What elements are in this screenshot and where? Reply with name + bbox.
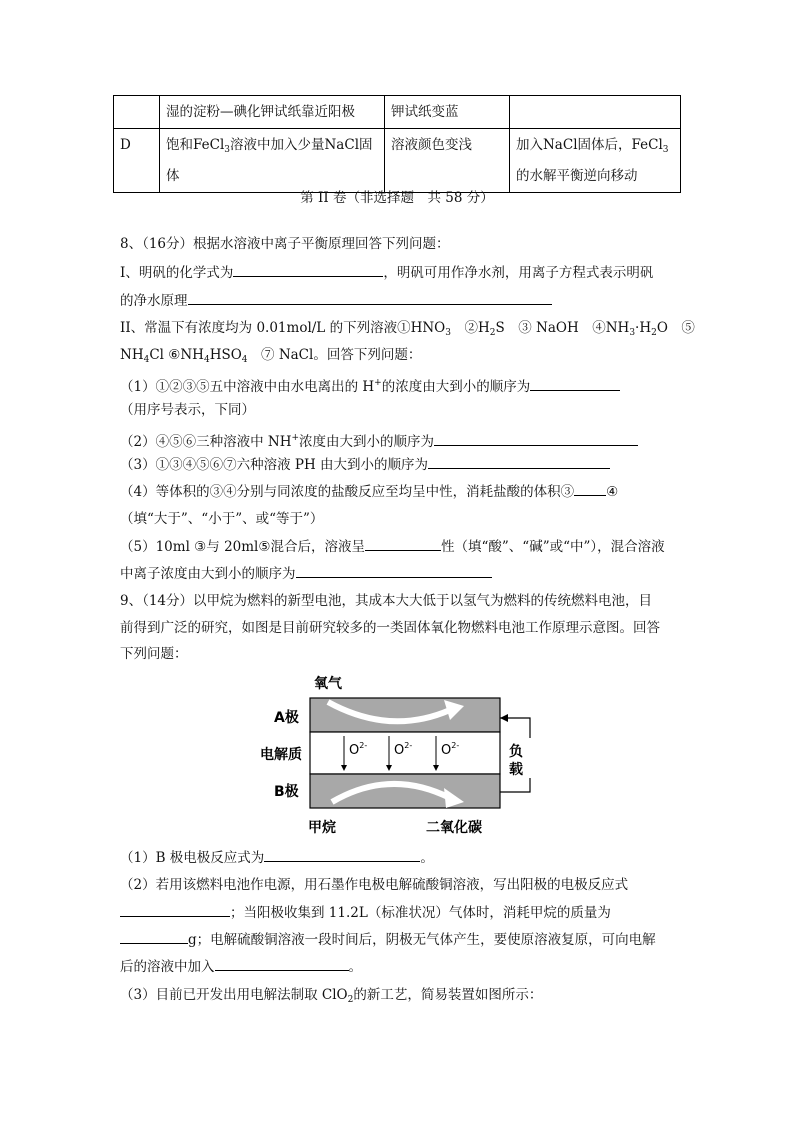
table-row — [114, 96, 681, 129]
answer-blank[interactable] — [365, 536, 441, 551]
q9-stem-1: 9、（14分）以甲烷为燃料的新型电池，其成本大大低于以氢气为燃料的传统燃料电池，目 — [120, 593, 653, 609]
q8-sub1-note: （用序号表示，下同） — [120, 402, 255, 418]
b-pole-electrode — [310, 774, 500, 808]
q8-sub1: （1）①②③⑤五中溶液中由水电离出的 H+的浓度由大到小的顺序为 — [120, 372, 620, 398]
q8-sub3: （3）①③④⑤⑥⑦六种溶液 PH 由大到小的顺序为 — [120, 454, 610, 476]
oxygen-label: 氧气 — [314, 676, 342, 692]
q8-part-ii-cont: $NH_4Cl$ $⑥NH_4HSO_4$ ⑦ NaCl。回答下列问题： — [120, 347, 422, 365]
fuel-cell-diagram — [250, 670, 540, 840]
q8-part-ii: II、常温下有浓度均为 0.01mol/L 的下列溶液$①HNO_3$ $②H_2S$ ③ NaOH $④NH_3\cdot H_2O$ ⑤ — [120, 320, 695, 338]
q9-sub2-cont2: g；电解硫酸铜溶液一段时间后，阴极无气体产生，要使原溶液复原，可向电解 — [120, 929, 656, 951]
electrolyte-layer — [310, 732, 500, 774]
table-cell: D — [114, 129, 160, 193]
answer-blank[interactable] — [215, 956, 349, 971]
q9-sub1: （1）B 极电极反应式为 。 — [120, 847, 434, 869]
electrolyte-label: 电解质 — [260, 747, 302, 763]
table-cell — [114, 96, 160, 129]
answer-blank[interactable] — [530, 376, 620, 391]
answer-blank[interactable] — [120, 929, 188, 944]
answer-blank[interactable] — [188, 290, 552, 305]
answer-blank[interactable] — [296, 563, 492, 578]
q9-sub3: （3）目前已开发出用电解法制取 ClO$_2$的新工艺，简易装置如图所示： — [120, 987, 543, 1005]
answer-blank[interactable] — [428, 454, 610, 469]
a-pole-electrode — [310, 698, 500, 732]
q8-part-i-cont: 的净水原理 — [120, 290, 552, 312]
answer-blank[interactable] — [120, 902, 230, 917]
experiment-table — [113, 95, 681, 193]
answer-blank[interactable] — [233, 262, 383, 277]
q8-stem: 8、（16分）根据水溶液中离子平衡原理回答下列问题： — [120, 236, 450, 252]
ion-label: $O^{2-}$ — [394, 741, 413, 758]
a-pole-label: A极 — [274, 710, 299, 726]
answer-blank[interactable] — [574, 481, 606, 496]
q8-sub2: （2）④⑤⑥三种溶液中 NH+浓度由大到小的顺序为 — [120, 427, 638, 453]
methane-label: 甲烷 — [308, 820, 336, 836]
table-cell: 湿的淀粉—碘化钾试纸靠近阳极 — [160, 96, 385, 129]
q9-sub2-cont3: 后的溶液中加入 。 — [120, 956, 362, 978]
table-cell: 加入NaCl固体后，FeCl$_3$ 的水解平衡逆向移动 — [510, 129, 681, 193]
q9-sub2-cont: ；当阳极收集到 11.2L（标准状况）气体时，消耗甲烷的质量为 — [120, 902, 611, 924]
q8-part-i: I、明矾的化学式为 ，明矾可用作净水剂，用离子方程式表示明矾 — [120, 262, 653, 284]
table-row — [114, 129, 681, 193]
co2-label: 二氧化碳 — [426, 820, 482, 836]
q8-sub5: （5）10ml ③与 20ml⑤混合后，溶液呈 性（填“酸”、“碱”或“中”），混合溶液 — [120, 536, 665, 558]
q9-stem-2: 前得到广泛的研究，如图是目前研究较多的一类固体氧化物燃料电池工作原理示意图。回答 — [120, 620, 660, 636]
load-label: 负 — [509, 744, 523, 760]
table-cell: 溶液颜色变浅 — [385, 129, 510, 193]
ion-label: $O^{2-}$ — [441, 741, 460, 758]
answer-blank[interactable] — [264, 847, 420, 862]
q8-sub4-note: （填“大于”、“小于”、或“等于”） — [120, 511, 324, 527]
answer-blank[interactable] — [434, 431, 638, 446]
q9-sub2: （2）若用该燃料电池作电源，用石墨作电极电解硫酸铜溶液，写出阳极的电极反应式 — [120, 877, 629, 893]
table-cell: 饱和FeCl$_3$溶液中加入少量NaCl固 体 — [160, 129, 385, 193]
q9-stem-3: 下列问题： — [120, 646, 188, 662]
section-title: 第 II 卷（非选择题 共 58 分） — [300, 190, 494, 206]
table-cell — [510, 96, 681, 129]
load-label: 载 — [509, 762, 523, 778]
q8-sub5-cont: 中离子浓度由大到小的顺序为 — [120, 563, 492, 585]
q8-sub4: （4）等体积的③④分别与同浓度的盐酸反应至均呈中性，消耗盐酸的体积③ ④ — [120, 481, 618, 503]
b-pole-label: B极 — [274, 784, 299, 800]
ion-label: $O^{2-}$ — [349, 741, 368, 758]
circuit-arrow-icon — [500, 714, 508, 722]
table-cell: 钾试纸变蓝 — [385, 96, 510, 129]
